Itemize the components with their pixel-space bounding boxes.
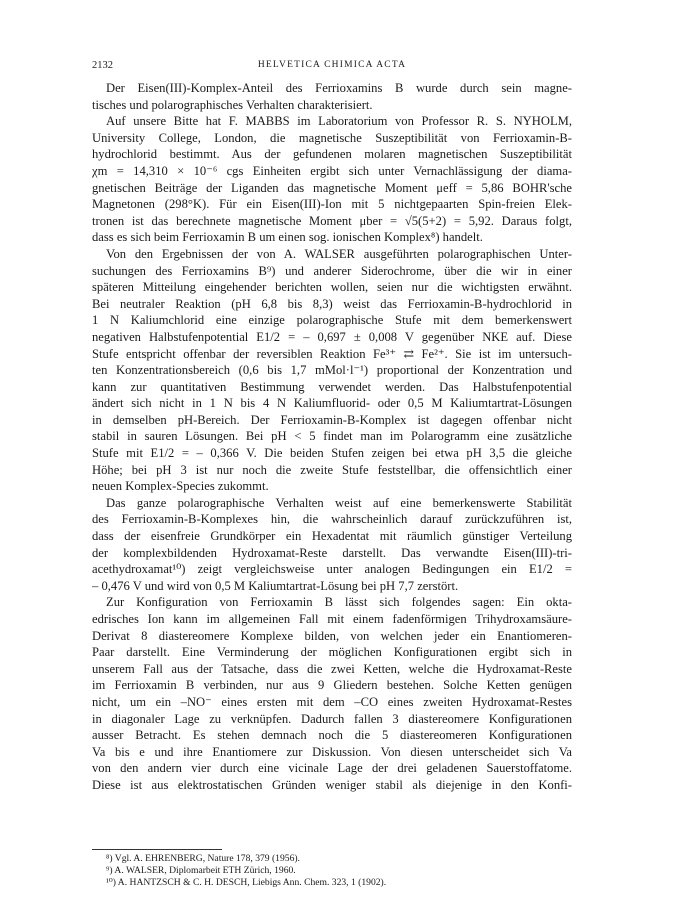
page-number: 2132 [92,60,113,71]
body-text [92,80,572,794]
text-line: hydrochlorid bestimmt. Aus der gefundenen molaren magnetischen Suszeptibilität [92,147,572,162]
text-line: acethydroxamat¹⁰) zeigt vergleichsweise unter analogen Bedingungen ein E1/2 = [92,562,572,577]
text-line: Stufe entspricht offenbar der reversiblen Reaktion Fe³⁺ ⇄ Fe²⁺. Sie ist im untersuch- [92,346,572,361]
text-line: dass der eisenfreie Grundkörper ein Hexadentat mit räumlich günstiger Verteilung [92,529,572,544]
text-line: Das ganze polarographische Verhalten weist auf eine bemerkenswerte Stabilität [106,495,572,510]
text-line: 1 N Kaliumchlorid eine einzige polarographische Stufe mit dem bemerkenswert [92,313,572,328]
text-line: kann zur quantitativen Bestimmung verwendet werden. Das Halbstufenpotential [92,379,572,394]
text-line: Bei neutraler Reaktion (pH 6,8 bis 8,3) weist das Ferrioxamin-B-hydrochlorid in [92,296,572,311]
text-line: Auf unsere Bitte hat F. MABBS im Laboratorium von Professor R. S. NYHOLM, [106,114,572,129]
text-line: späteren Mitteilung eingehender berichten wollen, seien nur die wichtigsten erwähnt. [92,280,572,295]
text-line: edrisches Ion kann im allgemeinen Fall mit einem fadenförmigen Trihydroxamsäure- [92,612,572,626]
text-line: Von den Ergebnissen der von A. WALSER ausgeführten polarographischen Unter- [106,246,572,261]
footnote-rule [92,849,222,850]
footnote: ¹⁰) A. HANTZSCH & C. H. DESCH, Liebigs Ann. Chem. 323, 1 (1902). [106,877,387,889]
text-line: im Ferrioxamin B verbinden, nur aus 9 Gliedern bestehen. Solche Ketten genügen [92,678,572,693]
text-line: Magnetonen (298°K). Für ein Eisen(III)-Ion mit 5 nichtgepaarten Spin-freien Elek- [92,197,572,212]
text-line: – 0,476 V und wird von 0,5 M Kaliumtartrat-Lösung bei pH 7,7 zerstört. [92,578,459,593]
text-line: nicht, um ein –NO⁻ eines ersten mit dem –CO eines zweiten Hydroxamat-Restes [92,694,572,709]
text-line: Stufe mit E1/2 = – 0,366 V. Die beiden Stufen zeigen bei etwa pH 3,5 die gleiche [92,446,572,461]
text-line: tronen ist das berechnete magnetische Moment μber = √5(5+2) = 5,92. Daraus folgt, [92,213,572,228]
text-line: Va bis e und ihre Enantiomere zur Diskussion. Von diesen unterscheidet sich Va [92,744,572,759]
page-header [92,60,572,74]
text-line: ten Konzentrationsbereich (0,6 bis 1,7 mMol·l⁻¹) proportional der Konzentration und [92,363,572,378]
text-line: χm = 14,310 × 10⁻⁶ cgs Einheiten ergibt sich unter Vernachlässigung der diama- [92,163,572,178]
text-line: tisches und polarographisches Verhalten charakterisiert. [92,97,373,112]
text-line: von den andern vier durch eine vicinale Lage der drei geladenen Sauerstoffatome. [92,761,572,776]
text-line: in demselben pH-Bereich. Der Ferrioxamin-B-Komplex ist dagegen offenbar nicht [92,412,572,427]
text-line: stabil in sauren Lösungen. Bei pH < 5 findet man im Polarogramm eine zusätzliche [92,429,572,444]
text-line: gnetischen Beiträge der Liganden das magnetische Moment μeff = 5,86 BOHR'sche [92,180,572,195]
text-line: suchungen des Ferrioxamins B⁹) und anderer Siderochrome, über die wir in einer [92,263,572,278]
text-line: Derivat 8 diastereomere Komplexe bilden, von welchen jeder ein Enantiomeren- [92,628,572,643]
text-line: Höhe; bei pH 3 ist nur noch die zweite Stufe feststellbar, die offensichtlich einer [92,462,572,477]
text-line: unserem Fall aus der Tatsache, dass die zwei Ketten, welche die Hydroxamat-Reste [92,661,572,676]
text-line: der komplexbildenden Hydroxamat-Reste darstellt. Das verwandte Eisen(III)-tri- [92,545,572,560]
text-line: ändert sich nicht in 1 N bis 4 N Kaliumfluorid- oder 0,5 M Kaliumtartrat-Lösungen [92,396,572,411]
footnotes [92,853,572,890]
text-line: des Ferrioxamin-B-Komplexes hin, die wahrscheinlich darauf zurückzuführen ist, [92,512,572,527]
footnote: ⁸) Vgl. A. EHRENBERG, Nature 178, 379 (1956). [106,853,300,864]
text-line: dass es sich beim Ferrioxamin B um einen sog. ionischen Komplex⁸) handelt. [92,230,483,245]
text-line: ausser Betracht. Es stehen demnach noch die 5 diastereomeren Konfigurationen [92,728,572,743]
text-line: University College, London, die magnetische Suszeptibilität von Ferrioxamin-B- [92,130,572,145]
text-line: neuen Komplex-Species zukommt. [92,479,269,494]
text-line: Zur Konfiguration von Ferrioxamin B lässt sich folgendes sagen: Ein okta- [106,595,572,610]
text-line: Diese ist aus elektrostatischen Gründen weniger stabil als diejenige in den Konfi- [92,777,572,792]
text-line: Der Eisen(III)-Komplex-Anteil des Ferrioxamins B wurde durch sein magne- [106,81,572,95]
journal-title: HELVETICA CHIMICA ACTA [257,60,407,70]
text-line: in diagonaler Lage zu verknüpfen. Dadurch fallen 3 diastereomere Konfigurationen [92,711,572,726]
footnote: ⁹) A. WALSER, Diplomarbeit ETH Zürich, 1960. [106,865,296,877]
text-line: Paar darstellt. Eine Verminderung der möglichen Konfigurationen ergibt sich in [92,645,572,660]
text-line: negativen Halbstufenpotential E1/2 = – 0,697 ± 0,008 V gegenüber NKE auf. Diese [92,329,572,344]
